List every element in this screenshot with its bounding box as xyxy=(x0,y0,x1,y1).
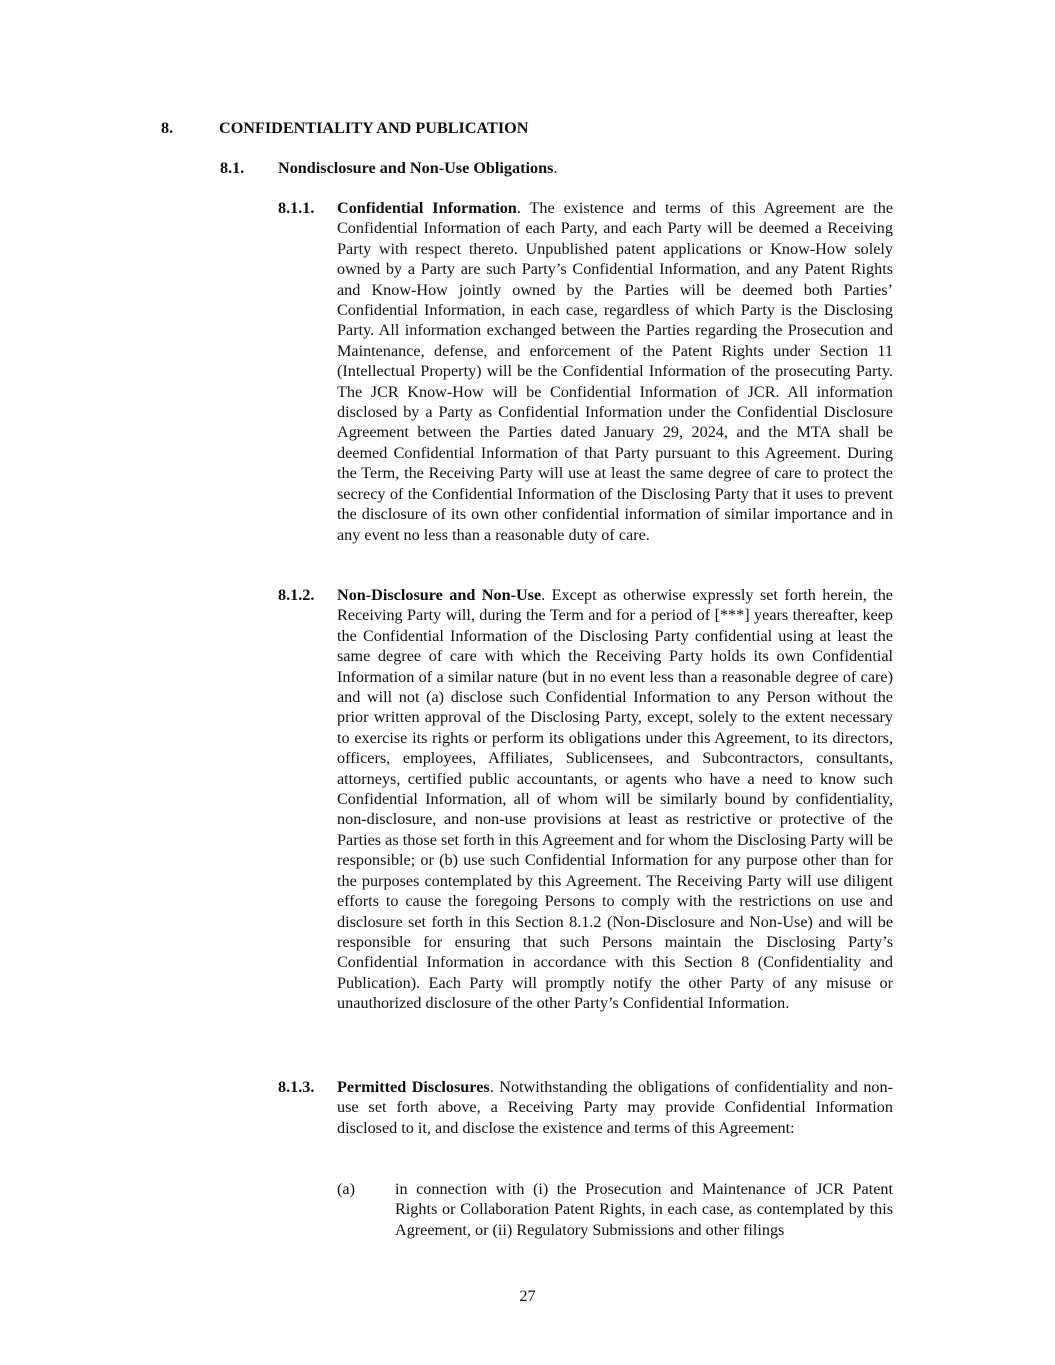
clause-number: 8.1.2. xyxy=(278,586,315,604)
subsection-title-suffix: . xyxy=(553,159,558,177)
subsection-title-wrap xyxy=(278,158,557,178)
clause-text: . Except as otherwise expressly set forth herein, the Receiving Party will, during the Term and for a period of [***] years thereafter, keep the Confidential Information of the Disclosing Party confidential using at least the same degree of care with which the Receiving Party holds its own Confidential Information of a similar nature (but in no event less than a reasonable degree of care) and will not (a) disclose such Confidential Information to any Person without the prior written approval of the Disclosing Party, except, solely to the extent necessary to exercise its rights or perform its obligations under this Agreement, to its directors, officers, employees, Affiliates, Sublicensees, and Subcontractors, consultants, attorneys, certified public accountants, or agents who have a need to know such Confidential Information, all of whom will be similarly bound by confidentiality, non-disclosure, and non-use provisions at least as restrictive or protective of the Parties as those set forth in this Agreement and for whom the Disclosing Party will be responsible; or (b) use such Confidential Information for any purpose other than for the purposes contemplated by this Agreement. The Receiving Party will use diligent efforts to cause the foregoing Persons to comply with the restrictions on use and disclosure set forth in this Section 8.1.2 (Non-Disclosure and Non-Use) and will be responsible for ensuring that such Persons maintain the Disclosing Party’s Confidential Information in accordance with this Section 8 (Confidentiality and Publication). Each Party will promptly notify the other Party of any misuse or unauthorized disclosure of the other Party’s Confidential Information. xyxy=(337,586,893,1013)
clause-body xyxy=(337,1077,893,1138)
clause-8-1-1 xyxy=(278,198,893,545)
page-number: 27 xyxy=(519,1287,536,1305)
clause-title: Non-Disclosure and Non-Use xyxy=(337,586,542,604)
section-title: CONFIDENTIALITY AND PUBLICATION xyxy=(219,119,529,137)
subsection-title: Nondisclosure and Non-Use Obligations xyxy=(278,159,554,177)
clause-8-1-2 xyxy=(278,585,893,1014)
clause-number: 8.1.3. xyxy=(278,1078,315,1096)
sub-item-text: in connection with (i) the Prosecution and Maintenance of JCR Patent Rights or Collaboration Patent Rights, in each case, as contemplated by this Agreement, or (ii) Regulatory Submissions and other filings xyxy=(395,1180,893,1239)
clause-body xyxy=(337,585,893,1014)
clause-title: Confidential Information xyxy=(337,199,517,217)
sub-item-label: (a) xyxy=(337,1180,355,1198)
section-number: 8. xyxy=(161,119,174,137)
clause-body xyxy=(337,198,893,545)
clause-title: Permitted Disclosures xyxy=(337,1078,490,1096)
clause-text: . Notwithstanding the obligations of confidentiality and non-use set forth above, a Receiving Party may provide Confidential Information disclosed to it, and disclose the existence and terms of this Agreement: xyxy=(337,1078,893,1137)
clause-number: 8.1.1. xyxy=(278,199,315,217)
sub-item-a xyxy=(337,1179,893,1240)
subsection-number: 8.1. xyxy=(220,159,245,177)
clause-text: . The existence and terms of this Agreement are the Confidential Information of each Party, and each Party will be deemed a Receiving Party with respect thereto. Unpublished patent applications or Know-How solely owned by a Party are such Party’s Confidential Information, and any Patent Rights and Know-How jointly owned by the Parties will be deemed both Parties’ Confidential Information, in each case, regardless of which Party is the Disclosing Party. All information exchanged between the Parties regarding the Prosecution and Maintenance, defense, and enforcement of the Patent Rights under Section 11 (Intellectual Property) will be the Confidential Information of the prosecuting Party. The JCR Know-How will be Confidential Information of JCR. All information disclosed by a Party as Confidential Information under the Confidential Disclosure Agreement between the Parties dated January 29, 2024, and the MTA shall be deemed Confidential Information of that Party pursuant to this Agreement. During the Term, the Receiving Party will use at least the same degree of care to protect the secrecy of the Confidential Information of the Disclosing Party that it uses to prevent the disclosure of its own other confidential information of similar importance and in any event no less than a reasonable duty of care. xyxy=(337,199,893,544)
clause-8-1-3 xyxy=(278,1077,893,1138)
